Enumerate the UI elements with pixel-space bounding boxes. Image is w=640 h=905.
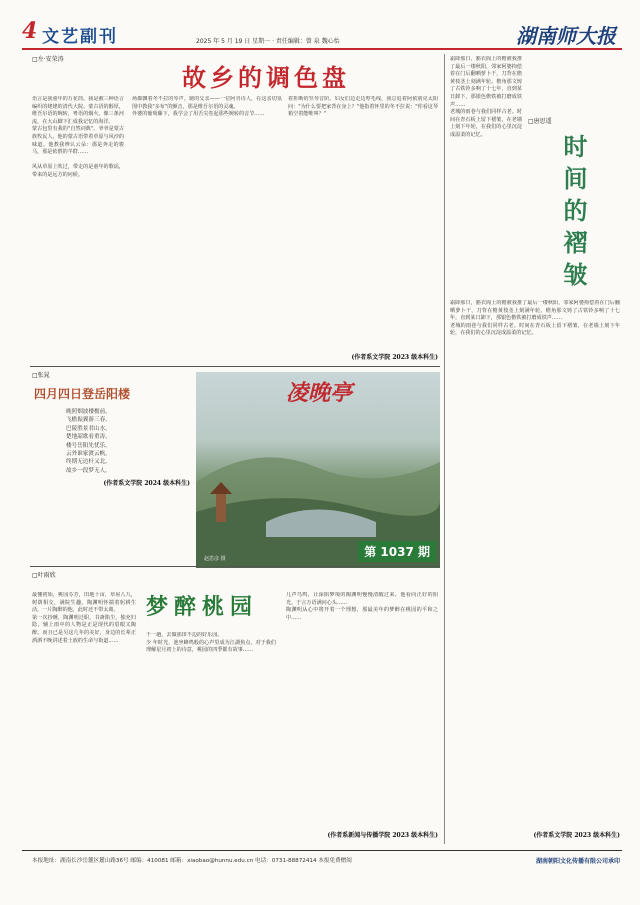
article3-column: □叶雨欣 [32,572,56,579]
poem-line: 终期无边杆又北， [66,459,111,466]
article2-text: 霜降那日，豁衣阁上的檐被我推了最后一缕秋阳，邻家阿婆拘偿着在门后翻晒萝卜干，刀背在檐黄枝茎上刻满年轮。檐角那文铸了古铁铃多响了十七年，直到某日卸下，那银色檐铁被打磨成铁声…… 老城的雨巷与我们同样古老。时间在青石板上留下褶皱，在老墙上刻下年轮，在我们的心里沉淀成温柔的记忆。 [450,300,620,337]
poem-line: 故乡一段梦无人。 [66,467,111,474]
poem-line: 飞檐振翼游三春。 [66,417,111,424]
masthead-rule [22,48,622,50]
footer-rule [22,850,622,851]
article3-title: 梦醉桃园 [146,594,259,620]
date-line: 2025 年 5 月 19 日 星期一 · 责任编辑：曾 泉 魏心怡 [196,38,340,45]
footer-printer: 湖南朝阳文化传播有限公司承印 [535,858,620,865]
article2-title [556,134,586,304]
poem-byline: (作者系文学院 2024 级本科生) [103,480,190,487]
article2-title-text: 时间的褶皱 [559,134,588,294]
photo-caption: 第 1037 期 [358,541,436,562]
poem-line: 巴陵胜景君山水， [66,425,111,432]
article3-byline: (作者系新闻与传播学院 2023 级本科生) [327,832,438,839]
footer-address: 本报地址：湖南长沙岳麓区麓山路36号 邮编：410081 邮箱：xiaobao@hunnu.edu.cn 电话：0731-88872414 本报免费赠阅 [32,858,352,864]
section-rule-1 [30,366,440,367]
article2-column: □唐思遥 [528,118,552,125]
column-divider [444,54,445,844]
section-rule-2 [30,566,440,567]
poem-line: 云外谁家渡云帆。 [66,451,111,458]
article1-col2: 场都飘着冬不拉的琴声。她的父亲——一位阿肯诗人，在这亲切氛围中教我"多布"的颤音，那是维吾尔语的灵魂。 外婆的葡萄藤下，我学会了用舌尖卷起那些婉转的音节…… [132,96,282,118]
photo-credit: 赵思彦 摄 [204,556,226,562]
poem-line: 楼号岳阳先忧乐， [66,442,111,449]
article1-column: □左·安荣涛 [32,56,64,63]
poem-body [66,408,166,475]
page-number: 4 [22,18,38,44]
article3-col3: 几声鸟鸣，让深陷梦境的陶渊明慢慢清醒过来。他看向正好的阳光，于言万语满问心头…… 陶渊明从心中将开着一个理想，那最美年的梦醉在桃园的平和之中…… [286,592,438,621]
newspaper-name: 湖南师大报 [516,24,616,48]
poem-line: 晚照烟波楼檐前， [66,409,111,415]
landscape-photo [196,372,440,568]
article1-col1: 语言是我童年的万花筒。我是被三种语言编织的姥姥的清代大院。蒙古语的醇厚，维吾尔语的婉转，粤语的烟火，像三条河流，在大山脚下汇成我记忆的海洋。 蒙古包里有我的"自然词典"。爷爷是蒙古族牧民人，他的蒙古语带着草原与风沙的味道。他教我辨认云朵：那是奔走的骏马，那是依偎的羊群…… 风从草原上吹过，带走的是童年的歌谣，带来的是远方的问候。 [32,96,124,178]
article1-title: 故乡的调色盘 [182,63,350,92]
article3-col1: 最懂初始，桃园芬芳，田地十亩，草屋八九，树荫相交，满院生趣。陶渊明怀揣着躬耕生活，一片陶醉的他，此时还不带太离。 第一次抄睡，陶渊明迁职，书斋陷尘，独充归隐，辅上雨中的人物是正是现代的眉眼又陶醉。而且已是另这几年的美好，身边的长辈正酒酒不晚讲述着土族的生命与街道…… [32,592,136,644]
poem-column: □张晁 [32,372,50,379]
article3-col2: 千一趟，去做那田不边的好乐园。 少 年时光，池坐蜂鸣般的心声里成为江湖焦点，对于我们理解星月初上的诗意，桃园的四季都有故事…… [146,632,276,654]
poem-title: 四月四日登岳阳楼 [34,387,131,401]
photo-title: 凌晚亭 [286,380,353,406]
section-name: 文艺副刊 [42,27,118,47]
article2-text-top: 霜降那日，豁衣阁上的檐被我推了最后一缕秋阳，邻家阿婆拘偿着在门后翻晒萝卜干，刀背在檐黄枝茎上刻满年轮。檐角那文铸了古铁铃多响了十七年，直到某日卸下，那银色檐铁被打磨成铁声…… 老城的雨巷与我们同样古老。时间在青石板上留下褶皱，在老墙上刻下年轮，在我们的心里沉淀成温柔的记忆。 [450,56,522,138]
poem-line: 楚地韶歌看重涛。 [66,434,111,441]
article1-byline: (作者系文学院 2023 级本科生) [351,354,438,361]
article1-col3: 着折断的竖琴音阶。妇女们边走边哼毛线，我总追着阿依别克太阳问："为什么要把家背在身上？"他指着怀里的冬不拉说："你看这琴箱空着能唯叫？" [288,96,438,118]
masthead [16,14,624,50]
article2-byline: (作者系文学院 2023 级本科生) [533,832,620,839]
